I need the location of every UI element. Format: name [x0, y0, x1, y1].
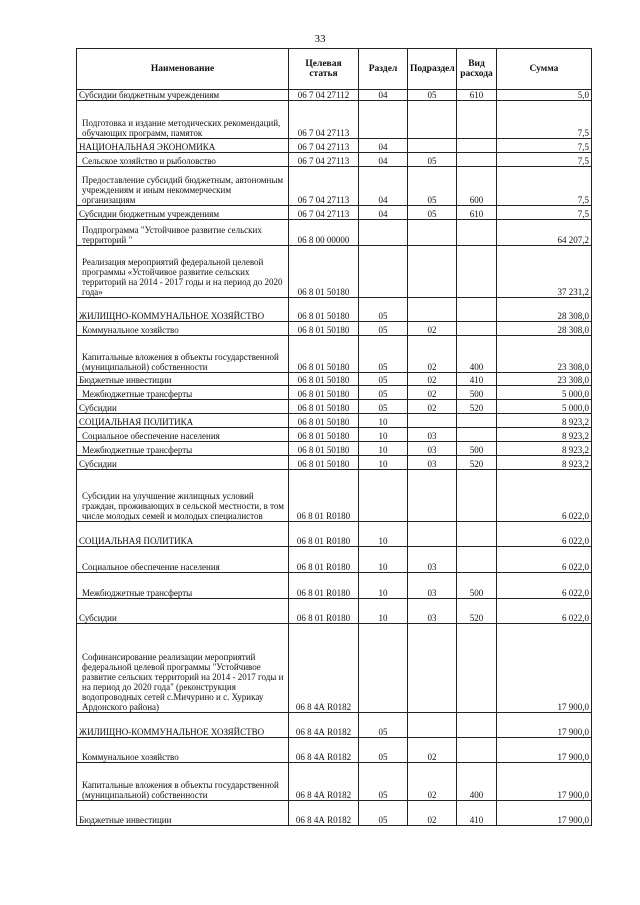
row-name: СОЦИАЛЬНАЯ ПОЛИТИКА: [77, 522, 289, 547]
row-code: 06 7 04 27112: [289, 90, 359, 101]
row-section: 10: [359, 547, 408, 573]
table-row: [77, 522, 592, 547]
row-name: СОЦИАЛЬНАЯ ПОЛИТИКА: [77, 414, 289, 428]
row-code: 06 8 01 50180: [289, 386, 359, 400]
row-type: [457, 713, 497, 738]
row-code: 06 8 4А R0182: [289, 713, 359, 738]
row-sum: 37 231,2: [497, 246, 592, 298]
table-row: [77, 206, 592, 220]
table-row: [77, 573, 592, 599]
row-type: 520: [457, 456, 497, 470]
row-subsection: 05: [408, 153, 457, 167]
row-subsection: 03: [408, 442, 457, 456]
header-subsection: Подраздел: [408, 49, 457, 90]
row-sum: 17 900,0: [497, 738, 592, 763]
row-name: Социальное обеспечение населения: [77, 547, 289, 573]
row-name: Реализация мероприятий федеральной целевой программы «Устойчивое развитие сельских территорий на 2014 - 2017 годы и на период до 2020 года»: [77, 246, 289, 298]
row-sum: 17 900,0: [497, 713, 592, 738]
row-subsection: [408, 713, 457, 738]
row-type: 520: [457, 400, 497, 414]
row-subsection: 02: [408, 336, 457, 373]
row-type: [457, 298, 497, 322]
table-row: [77, 428, 592, 442]
row-subsection: 03: [408, 428, 457, 442]
row-name: Субсидии: [77, 599, 289, 624]
row-name: Подпрограмма "Устойчивое развитие сельских территорий ": [77, 220, 289, 246]
row-sum: 6 022,0: [497, 522, 592, 547]
table-row: [77, 386, 592, 400]
row-type: [457, 624, 497, 713]
table-row: [77, 336, 592, 373]
row-section: 04: [359, 90, 408, 101]
row-section: [359, 624, 408, 713]
row-code: 06 8 4А R0182: [289, 624, 359, 713]
row-sum: 7,5: [497, 153, 592, 167]
row-code: 06 8 01 50180: [289, 442, 359, 456]
row-type: 400: [457, 336, 497, 373]
row-sum: 7,5: [497, 167, 592, 206]
row-code: 06 8 01 50180: [289, 298, 359, 322]
row-name: Софинансирование реализации мероприятий федеральной целевой программы "Устойчивое развитие сельских территорий на 2014 - 2017 годы и на период до 2020 года" (реконструкция водопроводных сетей с.Мичурино и с. Хурикау Ардонского района): [77, 624, 289, 713]
row-code: 06 8 4А R0182: [289, 801, 359, 826]
row-type: [457, 547, 497, 573]
row-section: 04: [359, 206, 408, 220]
row-sum: 8 923,2: [497, 428, 592, 442]
row-subsection: [408, 246, 457, 298]
row-name: Капитальные вложения в объекты государственной (муниципальной) собственности: [77, 763, 289, 801]
row-sum: 8 923,2: [497, 442, 592, 456]
row-name: Коммунальное хозяйство: [77, 738, 289, 763]
table-row: [77, 738, 592, 763]
row-sum: 17 900,0: [497, 801, 592, 826]
row-name: Субсидии бюджетным учреждениям: [77, 206, 289, 220]
row-code: 06 8 01 50180: [289, 336, 359, 373]
row-sum: 17 900,0: [497, 763, 592, 801]
row-section: 05: [359, 763, 408, 801]
table-row: [77, 442, 592, 456]
row-name: Коммунальное хозяйство: [77, 322, 289, 336]
row-name: Межбюджетные трансферты: [77, 573, 289, 599]
row-subsection: 03: [408, 547, 457, 573]
row-type: [457, 470, 497, 522]
row-name: Субсидии: [77, 400, 289, 414]
row-section: 05: [359, 298, 408, 322]
row-sum: 5 000,0: [497, 386, 592, 400]
row-name: Подготовка и издание методических рекомендаций, обучающих программ, памяток: [77, 101, 289, 139]
row-type: [457, 522, 497, 547]
row-sum: 6 022,0: [497, 573, 592, 599]
row-code: 06 8 4А R0182: [289, 738, 359, 763]
row-name: Межбюджетные трансферты: [77, 386, 289, 400]
row-type: [457, 414, 497, 428]
row-section: 04: [359, 153, 408, 167]
row-subsection: [408, 470, 457, 522]
row-section: 10: [359, 442, 408, 456]
table-row: [77, 101, 592, 139]
header-section: Раздел: [359, 49, 408, 90]
table-row: [77, 298, 592, 322]
row-subsection: 02: [408, 400, 457, 414]
table-row: [77, 414, 592, 428]
row-section: 10: [359, 414, 408, 428]
table-row: [77, 599, 592, 624]
row-type: 410: [457, 373, 497, 386]
table-row: [77, 801, 592, 826]
row-name: Межбюджетные трансферты: [77, 442, 289, 456]
header-name: Наименование: [77, 49, 289, 90]
row-sum: 6 022,0: [497, 599, 592, 624]
row-sum: 5,0: [497, 90, 592, 101]
row-name: Социальное обеспечение населения: [77, 428, 289, 442]
table-row: [77, 167, 592, 206]
row-subsection: [408, 414, 457, 428]
row-subsection: 05: [408, 206, 457, 220]
row-subsection: 03: [408, 599, 457, 624]
row-type: 500: [457, 386, 497, 400]
row-type: 500: [457, 442, 497, 456]
row-sum: 8 923,2: [497, 456, 592, 470]
row-type: [457, 101, 497, 139]
row-type: 410: [457, 801, 497, 826]
row-type: 610: [457, 90, 497, 101]
row-type: 610: [457, 206, 497, 220]
row-section: 05: [359, 322, 408, 336]
row-section: 04: [359, 167, 408, 206]
row-code: 06 8 01 50180: [289, 322, 359, 336]
table-row: [77, 400, 592, 414]
row-code: 06 8 01 50180: [289, 428, 359, 442]
row-sum: 8 923,2: [497, 414, 592, 428]
row-subsection: [408, 522, 457, 547]
row-subsection: 02: [408, 373, 457, 386]
row-name: Бюджетные инвестиции: [77, 373, 289, 386]
row-type: 500: [457, 573, 497, 599]
row-code: 06 7 04 27113: [289, 153, 359, 167]
row-code: 06 8 01 R0180: [289, 522, 359, 547]
row-subsection: [408, 101, 457, 139]
row-type: [457, 738, 497, 763]
table-row: [77, 456, 592, 470]
row-section: 05: [359, 713, 408, 738]
row-subsection: 03: [408, 573, 457, 599]
table-row: [77, 373, 592, 386]
row-subsection: 02: [408, 763, 457, 801]
row-type: 400: [457, 763, 497, 801]
row-section: 10: [359, 522, 408, 547]
table-row: [77, 139, 592, 153]
row-section: 05: [359, 738, 408, 763]
row-sum: 6 022,0: [497, 547, 592, 573]
row-section: 05: [359, 801, 408, 826]
row-type: [457, 153, 497, 167]
row-section: 05: [359, 336, 408, 373]
row-subsection: [408, 624, 457, 713]
page-number: 33: [314, 33, 326, 45]
row-section: 10: [359, 573, 408, 599]
table-row: [77, 246, 592, 298]
row-name: Предоставление субсидий бюджетным, автономным учреждениям и иным некоммерческим организациям: [77, 167, 289, 206]
row-section: 10: [359, 428, 408, 442]
row-code: 06 7 04 27113: [289, 101, 359, 139]
row-name: Субсидии бюджетным учреждениям: [77, 90, 289, 101]
table-row: [77, 220, 592, 246]
row-subsection: 05: [408, 167, 457, 206]
row-section: 10: [359, 456, 408, 470]
row-subsection: [408, 298, 457, 322]
row-subsection: [408, 139, 457, 153]
row-name: Сельское хозяйство и рыболовство: [77, 153, 289, 167]
table-row: [77, 470, 592, 522]
row-type: [457, 246, 497, 298]
row-sum: 28 308,0: [497, 298, 592, 322]
row-sum: 6 022,0: [497, 470, 592, 522]
row-section: [359, 220, 408, 246]
row-subsection: 02: [408, 801, 457, 826]
row-type: [457, 139, 497, 153]
row-sum: 7,5: [497, 101, 592, 139]
header-sum: Сумма: [497, 49, 592, 90]
row-name: НАЦИОНАЛЬНАЯ ЭКОНОМИКА: [77, 139, 289, 153]
row-name: Субсидии на улучшение жилищных условий граждан, проживающих в сельской местности, в том числе молодых семей и молодых специалистов: [77, 470, 289, 522]
row-section: 10: [359, 599, 408, 624]
row-sum: 7,5: [497, 139, 592, 153]
table-row: [77, 624, 592, 713]
row-section: 05: [359, 386, 408, 400]
row-type: [457, 322, 497, 336]
row-section: 04: [359, 139, 408, 153]
row-code: 06 8 4А R0182: [289, 763, 359, 801]
table-row: [77, 322, 592, 336]
row-code: 06 8 01 R0180: [289, 470, 359, 522]
row-type: [457, 220, 497, 246]
row-sum: 17 900,0: [497, 624, 592, 713]
table-body: [77, 90, 592, 826]
table-header-row: [77, 49, 592, 90]
row-name: Капитальные вложения в объекты государственной (муниципальной) собственности: [77, 336, 289, 373]
table-row: [77, 547, 592, 573]
row-code: 06 8 01 50180: [289, 414, 359, 428]
row-type: 600: [457, 167, 497, 206]
row-sum: 64 207,2: [497, 220, 592, 246]
row-code: 06 7 04 27113: [289, 139, 359, 153]
row-code: 06 8 01 50180: [289, 456, 359, 470]
row-subsection: [408, 220, 457, 246]
table-row: [77, 153, 592, 167]
row-code: 06 8 01 50180: [289, 400, 359, 414]
row-name: Бюджетные инвестиции: [77, 801, 289, 826]
row-name: ЖИЛИЩНО-КОММУНАЛЬНОЕ ХОЗЯЙСТВО: [77, 713, 289, 738]
row-section: 05: [359, 373, 408, 386]
row-type: [457, 428, 497, 442]
row-code: 06 8 01 R0180: [289, 573, 359, 599]
row-code: 06 8 01 R0180: [289, 547, 359, 573]
table-row: [77, 713, 592, 738]
table-row: [77, 763, 592, 801]
row-subsection: 02: [408, 386, 457, 400]
row-sum: 7,5: [497, 206, 592, 220]
row-sum: 23 308,0: [497, 373, 592, 386]
table-row: [77, 90, 592, 101]
row-type: 520: [457, 599, 497, 624]
header-code: Целевая статья: [289, 49, 359, 90]
row-code: 06 8 01 50180: [289, 246, 359, 298]
row-code: 06 8 01 R0180: [289, 599, 359, 624]
row-code: 06 7 04 27113: [289, 167, 359, 206]
header-type: Вид расхода: [457, 49, 497, 90]
row-section: [359, 246, 408, 298]
row-code: 06 8 01 50180: [289, 373, 359, 386]
row-section: [359, 101, 408, 139]
row-section: [359, 470, 408, 522]
row-sum: 5 000,0: [497, 400, 592, 414]
row-section: 05: [359, 400, 408, 414]
row-subsection: 05: [408, 90, 457, 101]
row-sum: 28 308,0: [497, 322, 592, 336]
row-subsection: 02: [408, 322, 457, 336]
row-code: 06 7 04 27113: [289, 206, 359, 220]
row-code: 06 8 00 00000: [289, 220, 359, 246]
budget-table: [76, 48, 592, 826]
row-subsection: 02: [408, 738, 457, 763]
row-name: Субсидии: [77, 456, 289, 470]
row-name: ЖИЛИЩНО-КОММУНАЛЬНОЕ ХОЗЯЙСТВО: [77, 298, 289, 322]
row-subsection: 03: [408, 456, 457, 470]
row-sum: 23 308,0: [497, 336, 592, 373]
